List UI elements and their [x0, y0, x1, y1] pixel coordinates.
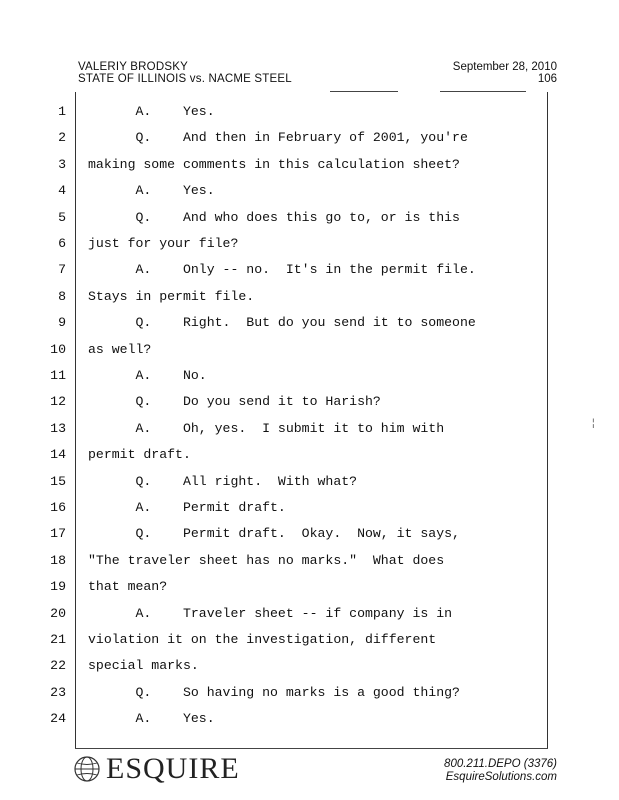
line-text: that mean?: [88, 579, 168, 595]
transcript-line: [0, 310, 619, 336]
line-text: permit draft.: [88, 447, 191, 463]
esquire-logo: [72, 752, 240, 786]
line-text: A. Yes.: [88, 711, 215, 727]
transcript-line: [0, 99, 619, 125]
footer-rule: [75, 748, 548, 749]
line-text: as well?: [88, 341, 152, 357]
line-text: A. Yes.: [88, 183, 215, 199]
line-number: 10: [50, 341, 66, 357]
contact-info: [444, 758, 557, 784]
witness-name: VALERIY BRODSKY: [78, 61, 188, 73]
transcript-line: [0, 706, 619, 732]
line-text: Q. All right. With what?: [88, 473, 358, 489]
line-text: "The traveler sheet has no marks." What does: [88, 552, 445, 568]
line-number: 14: [50, 447, 66, 463]
transcript-line: [0, 257, 619, 283]
line-number: 11: [50, 368, 66, 383]
line-number: 8: [58, 288, 66, 304]
line-text: violation it on the investigation, different: [88, 632, 437, 647]
transcript-line: [0, 178, 619, 204]
transcript-line: [0, 363, 619, 389]
line-number: 7: [58, 262, 66, 278]
logo-wordmark: ESQUIRE: [106, 752, 240, 785]
line-text: Stays in permit file.: [88, 288, 255, 304]
line-number: 22: [50, 658, 66, 674]
header-rule: [440, 91, 526, 92]
line-text: Q. And who does this go to, or is this: [88, 209, 460, 225]
line-text: A. Yes.: [88, 104, 215, 119]
line-number: 1: [58, 104, 66, 119]
transcript-line: [0, 125, 619, 151]
transcript-line: [0, 152, 619, 178]
line-number: 21: [50, 632, 66, 647]
line-number: 16: [50, 500, 66, 515]
line-number: 12: [50, 394, 66, 410]
transcript-line: [0, 231, 619, 257]
case-caption: STATE OF ILLINOIS vs. NACME STEEL: [78, 73, 292, 85]
deposition-date: September 28, 2010: [452, 61, 557, 73]
line-text: Q. Right. But do you send it to someone: [88, 315, 476, 331]
line-number: 23: [50, 684, 66, 700]
website: EsquireSolutions.com: [445, 771, 557, 783]
line-number: 9: [58, 315, 66, 331]
line-text: A. Permit draft.: [88, 500, 286, 515]
line-text: Q. So having no marks is a good thing?: [88, 684, 460, 700]
line-text: Q. And then in February of 2001, you're: [88, 130, 468, 146]
line-text: A. No.: [88, 368, 207, 383]
globe-logo-icon: [72, 754, 102, 784]
transcript-line: [0, 521, 619, 547]
transcript-header-right: [453, 61, 557, 85]
transcript-line: [0, 601, 619, 627]
transcript-line: [0, 469, 619, 495]
page-number: 106: [537, 73, 557, 85]
transcript-line: [0, 574, 619, 600]
line-number: 15: [50, 473, 66, 489]
transcript-line: [0, 416, 619, 442]
line-text: Q. Permit draft. Okay. Now, it says,: [88, 526, 460, 542]
transcript-line: [0, 442, 619, 468]
transcript-line: [0, 495, 619, 521]
transcript-line: [0, 627, 619, 653]
line-text: special marks.: [88, 658, 199, 674]
line-number: 20: [50, 605, 66, 621]
line-text: A. Only -- no. It's in the permit file.: [88, 262, 476, 278]
line-text: A. Traveler sheet -- if company is in: [88, 605, 453, 621]
transcript-line: [0, 680, 619, 706]
line-text: just for your file?: [88, 236, 239, 251]
transcript-line: [0, 548, 619, 574]
transcript-line: [0, 205, 619, 231]
line-text: Q. Do you send it to Harish?: [88, 394, 381, 410]
scan-mark: ¦: [592, 418, 595, 429]
transcript-header-left: [78, 61, 292, 85]
transcript-line: [0, 653, 619, 679]
line-text: A. Oh, yes. I submit it to him with: [88, 420, 445, 436]
line-number: 17: [50, 526, 66, 542]
line-number: 2: [58, 130, 66, 146]
line-text: making some comments in this calculation sheet?: [88, 156, 460, 172]
line-number: 18: [50, 552, 66, 568]
line-number: 5: [58, 209, 66, 225]
transcript-line: [0, 389, 619, 415]
transcript-line: [0, 337, 619, 363]
line-number: 19: [50, 579, 66, 595]
header-rule: [330, 91, 398, 92]
line-number: 6: [58, 236, 66, 251]
line-number: 3: [58, 156, 66, 172]
line-number: 13: [50, 420, 66, 436]
line-number: 24: [50, 711, 66, 727]
phone-number: 800.211.DEPO (3376): [444, 758, 557, 770]
transcript-line: [0, 284, 619, 310]
line-number: 4: [58, 183, 66, 199]
